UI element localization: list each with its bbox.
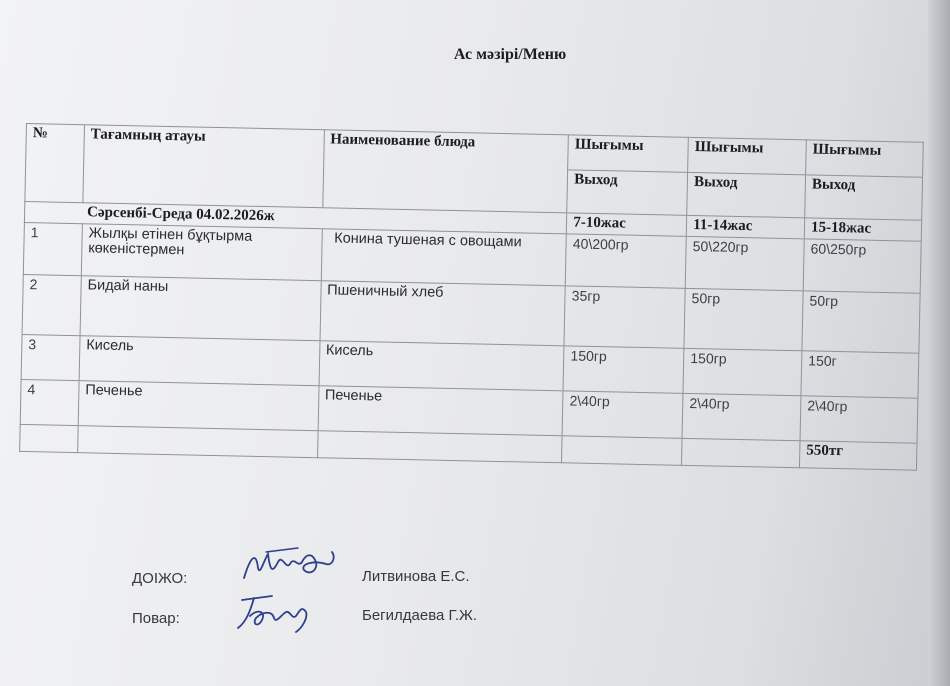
cook-label: Повар: bbox=[132, 610, 180, 627]
header-name-ru: Наименование блюда bbox=[322, 130, 568, 213]
director-label: ДОІЖО: bbox=[132, 570, 188, 587]
page-title: Ас мәзірі/Меню bbox=[453, 46, 567, 63]
dish-name-ru: Кисель bbox=[319, 340, 565, 390]
director-name: Литвинова Е.С. bbox=[362, 568, 470, 585]
header-output-ru: Выход bbox=[687, 172, 806, 217]
header-name-kz: Тағамның атауы bbox=[83, 125, 324, 208]
dish-name-kz: Печенье bbox=[78, 380, 319, 430]
header-output-kz: Шығымы bbox=[568, 135, 689, 173]
output-11-14: 2\40гр bbox=[682, 393, 801, 440]
dish-name-ru: Печенье bbox=[318, 385, 564, 435]
output-11-14: 50гр bbox=[684, 288, 803, 350]
director-signature bbox=[236, 540, 346, 590]
dish-name-ru: Конина тушеная с овощами bbox=[321, 228, 567, 285]
output-7-10: 40\200гр bbox=[565, 234, 686, 288]
dish-name-kz: Жылқы етінен бұқтырма көкеністермен bbox=[81, 223, 322, 280]
total-price: 550тг bbox=[800, 441, 917, 470]
output-11-14: 150гр bbox=[683, 348, 802, 395]
output-7-10: 35гр bbox=[564, 286, 685, 348]
paper-edge bbox=[928, 0, 950, 686]
header-output-ru: Выход bbox=[805, 175, 923, 220]
cook-signature bbox=[232, 588, 322, 636]
row-number: 2 bbox=[22, 274, 81, 335]
dish-name-kz: Бидай наны bbox=[80, 275, 321, 340]
age-group: 15-18жас bbox=[804, 218, 921, 241]
header-row bbox=[26, 124, 924, 178]
output-15-18: 150г bbox=[801, 351, 919, 398]
dish-name-kz: Кисель bbox=[79, 335, 320, 385]
row-number: 3 bbox=[21, 334, 80, 380]
header-output-kz: Шығымы bbox=[688, 137, 807, 174]
row-number: 4 bbox=[20, 379, 79, 425]
menu-table bbox=[19, 123, 924, 470]
output-15-18: 50гр bbox=[802, 291, 920, 353]
dish-name-ru: Пшеничный хлеб bbox=[320, 280, 566, 345]
age-group: 7-10жас bbox=[567, 213, 687, 236]
row-number: 1 bbox=[23, 222, 82, 275]
output-15-18: 60\250гр bbox=[803, 239, 921, 293]
cook-name: Бегилдаева Г.Ж. bbox=[362, 607, 478, 624]
header-output-kz: Шығымы bbox=[806, 140, 924, 177]
output-7-10: 2\40гр bbox=[562, 391, 683, 439]
output-7-10: 150гр bbox=[563, 346, 684, 394]
header-output-ru: Выход bbox=[567, 170, 688, 216]
output-11-14: 50\220гр bbox=[685, 236, 804, 290]
header-number: № bbox=[25, 124, 85, 203]
age-group: 11-14жас bbox=[686, 215, 804, 238]
output-15-18: 2\40гр bbox=[800, 396, 918, 443]
day-label: Сәрсенбі-Среда 04.02.2026ж bbox=[24, 201, 567, 233]
